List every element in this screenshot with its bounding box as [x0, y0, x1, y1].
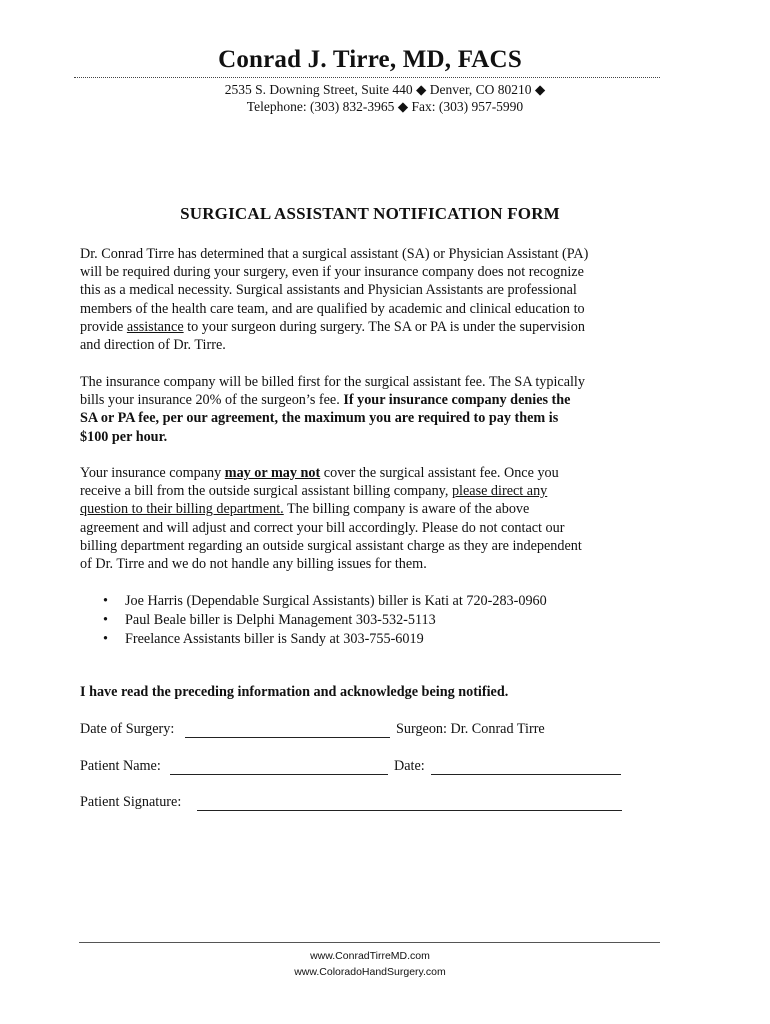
- text-segment: to your surgeon during surgery. The SA or PA is under the supervision: [183, 318, 585, 335]
- text-segment: provide: [80, 318, 127, 335]
- underlined-text: question to their billing department.: [80, 501, 284, 518]
- patient-name-field[interactable]: [170, 774, 388, 775]
- list-item-text: Freelance Assistants biller is Sandy at 303-755-6019: [125, 631, 424, 647]
- paragraph-line: of Dr. Tirre and we do not handle any billing issues for them.: [80, 556, 427, 573]
- paragraph-line: billing department regarding an outside surgical assistant charge as they are independent: [80, 537, 582, 554]
- paragraph-line: [80, 391, 680, 409]
- intro-paragraph: [80, 245, 680, 354]
- list-item: [80, 592, 680, 611]
- website-link[interactable]: www.ColoradoHandSurgery.com: [294, 966, 446, 978]
- paragraph-line: [80, 482, 680, 500]
- bold-text: If your insurance company denies the: [343, 392, 571, 409]
- list-item: [80, 611, 680, 630]
- bullet-icon: •: [103, 631, 108, 647]
- paragraph-line: [80, 318, 680, 336]
- biller-list: [80, 592, 680, 649]
- bold-line: $100 per hour.: [80, 428, 168, 445]
- billing-paragraph: [80, 373, 680, 446]
- paragraph-line: will be required during your surgery, even if your insurance company does not recognize: [80, 264, 584, 281]
- underlined-text: please direct any: [451, 483, 548, 500]
- paragraph-line: [80, 464, 680, 482]
- list-item-text: Joe Harris (Dependable Surgical Assistants) biller is Kati at 720-283-0960: [125, 593, 547, 609]
- surgeon-label: Surgeon: Dr. Conrad Tirre: [396, 721, 545, 737]
- doctor-name: Conrad J. Tirre, MD, FACS: [218, 46, 522, 73]
- date-field[interactable]: [431, 774, 621, 775]
- text-segment: receive a bill from the outside surgical assistant billing company,: [80, 483, 452, 500]
- date-label: Date:: [394, 758, 425, 774]
- acknowledgement-statement: I have read the preceding information and acknowledge being notified.: [80, 684, 509, 700]
- paragraph-line: this as a medical necessity. Surgical assistants and Physician Assistants are professional: [80, 282, 577, 299]
- paragraph-line: The insurance company will be billed first for the surgical assistant fee. The SA typically: [80, 374, 585, 390]
- bullet-icon: •: [103, 593, 108, 609]
- bold-underlined-text: may or may not: [224, 465, 321, 481]
- bullet-icon: •: [103, 612, 108, 628]
- footer-divider: [79, 942, 660, 943]
- text-segment: The billing company is aware of the above: [283, 501, 530, 518]
- paragraph-line: agreement and will adjust and correct your bill accordingly. Please do not contact our: [80, 519, 565, 536]
- list-item: [80, 630, 680, 649]
- date-of-surgery-label: Date of Surgery:: [80, 721, 175, 737]
- address-line: 2535 S. Downing Street, Suite 440 ◆ Denver, CO 80210 ◆: [224, 82, 546, 97]
- text-segment: Your insurance company: [80, 465, 225, 481]
- bold-line: SA or PA fee, per our agreement, the maximum you are required to pay them is: [80, 410, 559, 427]
- text-segment: cover the surgical assistant fee. Once you: [320, 465, 559, 481]
- paragraph-line: and direction of Dr. Tirre.: [80, 337, 226, 354]
- list-item-text: Paul Beale biller is Delphi Management 303-532-5113: [125, 612, 436, 628]
- phone-fax-line: Telephone: (303) 832-3965 ◆ Fax: (303) 957-5990: [246, 99, 524, 114]
- paragraph-line: [80, 500, 680, 518]
- patient-name-label: Patient Name:: [80, 758, 161, 774]
- paragraph-line: members of the health care team, and are qualified by academic and clinical education to: [80, 300, 585, 317]
- underlined-text: assistance: [126, 318, 184, 335]
- header-divider: [74, 77, 660, 78]
- paragraph-line: Dr. Conrad Tirre has determined that a surgical assistant (SA) or Physician Assistant (PA): [80, 246, 589, 262]
- form-title: SURGICAL ASSISTANT NOTIFICATION FORM: [180, 204, 560, 223]
- text-segment: bills your insurance 20% of the surgeon’s fee.: [80, 392, 344, 409]
- insurance-paragraph: [80, 464, 680, 573]
- patient-signature-label: Patient Signature:: [80, 794, 182, 810]
- website-link[interactable]: www.ConradTirreMD.com: [310, 950, 430, 962]
- patient-signature-field[interactable]: [197, 810, 622, 811]
- date-of-surgery-field[interactable]: [185, 737, 390, 738]
